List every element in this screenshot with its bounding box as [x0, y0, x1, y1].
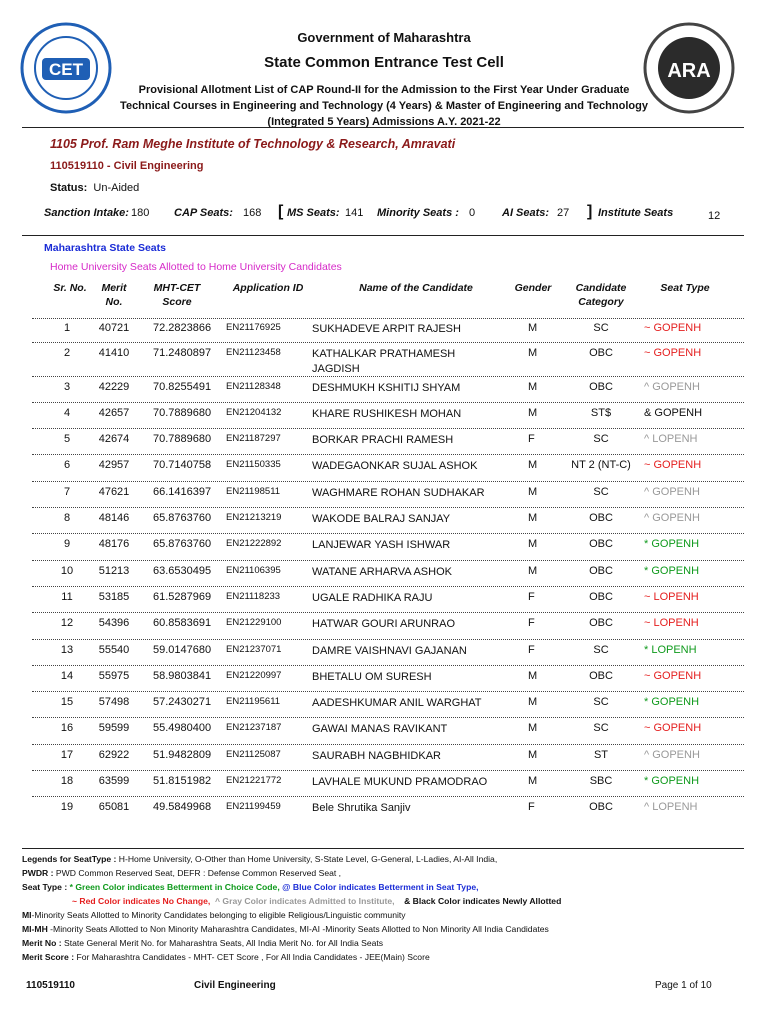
cell-gender: F — [528, 617, 535, 629]
cell-merit: 51213 — [98, 565, 130, 577]
cell-seat: ~ GOPENH — [644, 670, 702, 682]
cell-seat: ^ LOPENH — [644, 801, 698, 813]
cell-name: Bele Shrutika Sanjiv — [312, 802, 411, 814]
cell-sr: 11 — [61, 591, 73, 603]
course-title: 110519110 - Civil Engineering — [50, 160, 204, 172]
cell-sr: 3 — [63, 381, 71, 393]
cell-score: 66.1416397 — [153, 486, 212, 498]
cell-merit: 40721 — [98, 322, 130, 334]
cell-seat: ^ GOPENH — [644, 381, 700, 393]
header-divider — [22, 127, 744, 128]
institute-title: 1105 Prof. Ram Meghe Institute of Technology & Research, Amravati — [50, 137, 456, 151]
cell-merit: 53185 — [98, 591, 130, 603]
cell-seat: & GOPENH — [644, 407, 703, 419]
section-title: Maharashtra State Seats — [44, 242, 166, 254]
row-divider — [32, 639, 744, 640]
cell-merit: 42674 — [98, 433, 130, 445]
cell-seat: ~ GOPENH — [644, 322, 702, 334]
cell-merit: 55975 — [98, 670, 130, 682]
cell-name: AADESHKUMAR ANIL WARGHAT — [312, 697, 482, 709]
cell-gender: M — [528, 486, 538, 498]
cell-name: WATANE ARHARVA ASHOK — [312, 566, 452, 578]
cell-sr: 4 — [63, 407, 71, 419]
cell-merit: 42657 — [98, 407, 130, 419]
cell-category: OBC — [589, 801, 613, 813]
cell-name: WADEGAONKAR SUJAL ASHOK — [312, 460, 478, 472]
cell-appid: EN21123458 — [226, 347, 281, 358]
cell-gender: M — [528, 322, 538, 334]
cell-gender: F — [528, 433, 535, 445]
legend: Legends for SeatType : H-Home University, O-Other than Home University, S-State Level, G-General, L-Ladies, AI-All India, PWDR : PWD Common Reserved Seat, DEFR : Defense Common Reserved Seat , Seat Type : * Green Color indicates Betterment in Choice Code, @ Blue Color indicates Betterment in Seat Type, ~ Red Color indicates No Change, ^ Gray Color indicates Admitted to Institute, & Black Color indicates Newly Allotted MI-Minority Seats Allotted to Minority Candidates belonging to eligible Religious/Linguistic community MI-MH -Minority Seats Allotted to Non Minority Maharashtra Candidates, MI-AI -Minority Seats Allotted to Non Minority All India Candidates Merit No : State General Merit No. for Maharashtra Seats, All India Merit No. for All India Seats Merit Score : For Maharashtra Candidates - MHT- CET Score , For All India Candidates - JEE(Main) Score — [22, 854, 562, 962]
legend-divider — [22, 848, 744, 849]
row-divider — [32, 612, 744, 613]
cell-merit: 41410 — [98, 347, 130, 359]
cell-appid: EN21187297 — [226, 433, 281, 444]
cell-category: OBC — [589, 617, 613, 629]
cell-sr: 9 — [63, 538, 71, 550]
cell-seat: * GOPENH — [644, 775, 700, 787]
cell-gender: M — [528, 749, 538, 761]
cell-category: SC — [593, 433, 609, 445]
cell-category: OBC — [589, 565, 613, 577]
cell-score: 71.2480897 — [153, 347, 212, 359]
cell-gender: M — [528, 347, 538, 359]
row-divider — [32, 717, 744, 718]
cell-gender: F — [528, 801, 535, 813]
cell-merit: 47621 — [98, 486, 130, 498]
cell-category: NT 2 (NT-C) — [571, 459, 631, 471]
cell-merit: 57498 — [98, 696, 130, 708]
cell-category: SC — [593, 722, 609, 734]
cell-appid: EN21237071 — [226, 644, 282, 655]
cell-name: LANJEWAR YASH ISHWAR — [312, 539, 451, 551]
row-divider — [32, 402, 744, 403]
cell-score: 70.7889680 — [153, 407, 212, 419]
header-dotted-divider — [32, 318, 744, 319]
cell-category: SC — [593, 322, 609, 334]
cell-merit: 55540 — [98, 644, 130, 656]
col-header-sr: Sr. No. — [53, 282, 87, 294]
cell-score: 65.8763760 — [153, 538, 212, 550]
cell-merit: 42229 — [98, 381, 130, 393]
cell-gender: M — [528, 407, 538, 419]
cell-name: HATWAR GOURI ARUNRAO — [312, 618, 456, 630]
row-divider — [32, 376, 744, 377]
cell-merit: 59599 — [98, 722, 130, 734]
cell-sr: 19 — [60, 801, 74, 813]
cell-appid: EN21237187 — [226, 722, 282, 733]
cell-score: 70.7140758 — [153, 459, 212, 471]
cell-appid: EN21125087 — [226, 749, 281, 760]
cell-appid: EN21128348 — [226, 381, 281, 392]
row-divider — [32, 744, 744, 745]
row-divider — [32, 454, 744, 455]
cell-category: ST — [593, 749, 609, 761]
cell-sr: 7 — [63, 486, 71, 498]
cell-name: KHARE RUSHIKESH MOHAN — [312, 408, 462, 420]
cell-appid: EN21198511 — [226, 486, 281, 497]
cell-gender: M — [528, 775, 538, 787]
cell-gender: M — [528, 670, 538, 682]
cell-sr: 10 — [60, 565, 74, 577]
row-divider — [32, 560, 744, 561]
cell-score: 55.4980400 — [153, 722, 212, 734]
cell-seat: ^ GOPENH — [644, 749, 700, 761]
cell-merit: 62922 — [98, 749, 130, 761]
cell-name: LAVHALE MUKUND PRAMODRAO — [312, 776, 488, 788]
cell-seat: ~ LOPENH — [644, 617, 699, 629]
cell-seat: ~ LOPENH — [644, 591, 699, 603]
col-header-seat-type: Seat Type — [660, 282, 710, 294]
cell-merit: 54396 — [98, 617, 130, 629]
cell-score: 58.9803841 — [153, 670, 212, 682]
col-header-appid: Application ID — [232, 282, 304, 294]
cell-seat: * LOPENH — [644, 644, 697, 656]
cell-category: OBC — [589, 538, 613, 550]
col-header-merit: Merit No. — [101, 282, 127, 308]
cell-category: OBC — [589, 381, 613, 393]
cell-category: SBC — [589, 775, 613, 787]
row-divider — [32, 533, 744, 534]
cell-name: KATHALKAR PRATHAMESH JAGDISH — [312, 348, 456, 375]
cell-appid: EN21176925 — [226, 322, 281, 333]
cell-merit: 65081 — [98, 801, 130, 813]
cell-name: DAMRE VAISHNAVI GAJANAN — [312, 645, 467, 657]
cell-category: OBC — [589, 512, 613, 524]
government-title: Government of Maharashtra — [297, 30, 471, 45]
cell-score: 51.9482809 — [153, 749, 212, 761]
col-header-name: Name of the Candidate — [359, 282, 473, 294]
cell-merit: 48146 — [98, 512, 130, 524]
cell-sr: 14 — [60, 670, 74, 682]
svg-text:ARA: ARA — [667, 60, 711, 82]
cell-gender: M — [528, 381, 538, 393]
cell-name: SUKHADEVE ARPIT RAJESH — [312, 323, 461, 335]
cell-seat: ~ GOPENH — [644, 722, 702, 734]
cell-gender: M — [528, 722, 538, 734]
cell-score: 49.5849968 — [153, 801, 212, 813]
cell-gender: F — [528, 591, 535, 603]
cell-seat: * GOPENH — [644, 696, 700, 708]
cell-sr: 18 — [60, 775, 74, 787]
cell-score: 70.7889680 — [153, 433, 212, 445]
intake-divider — [22, 235, 744, 236]
row-divider — [32, 342, 744, 343]
cell-score: 70.8255491 — [153, 381, 212, 393]
cell-name: GAWAI MANAS RAVIKANT — [312, 723, 448, 735]
cell-appid: EN21221772 — [226, 775, 282, 786]
cell-score: 51.8151982 — [153, 775, 212, 787]
cell-sr: 13 — [60, 644, 74, 656]
cell-merit: 48176 — [98, 538, 130, 550]
cell-seat: ^ LOPENH — [644, 433, 698, 445]
cell-score: 65.8763760 — [153, 512, 212, 524]
cell-score: 63.6530495 — [153, 565, 212, 577]
cell-sr: 2 — [63, 347, 71, 359]
cell-appid: EN21229100 — [226, 617, 282, 628]
cell-category: ST$ — [590, 407, 612, 419]
cell-category: SC — [593, 644, 609, 656]
cell-category: OBC — [589, 347, 613, 359]
cell-sr: 16 — [60, 722, 74, 734]
intake-summary: Sanction Intake: 180 CAP Seats: 168 [ MS Seats: 141 Minority Seats : 0 AI Seats: 27 ] Institute Seats 12 — [44, 203, 721, 222]
cell-gender: F — [528, 644, 535, 656]
row-divider — [32, 507, 744, 508]
cell-score: 72.2823866 — [153, 322, 212, 334]
cell-seat: ~ GOPENH — [644, 459, 702, 471]
cell-gender: M — [528, 538, 538, 550]
footer-page-number: Page 1 of 10 — [655, 980, 712, 991]
cell-score: 60.8583691 — [153, 617, 212, 629]
cell-appid: EN21150335 — [226, 459, 281, 470]
cell-seat: * GOPENH — [644, 538, 700, 550]
subsection-title: Home University Seats Allotted to Home University Candidates — [50, 261, 342, 273]
cell-category: OBC — [589, 591, 613, 603]
cell-sr: 15 — [60, 696, 74, 708]
row-divider — [32, 691, 744, 692]
cell-sr: 6 — [63, 459, 71, 471]
cell-sr: 12 — [60, 617, 74, 629]
cell-name: SAURABH NAGBHIDKAR — [312, 750, 441, 762]
cell-merit: 42957 — [98, 459, 130, 471]
row-divider — [32, 770, 744, 771]
cell-category: SC — [593, 696, 609, 708]
cell-merit: 63599 — [98, 775, 130, 787]
row-divider — [32, 796, 744, 797]
cell-category: OBC — [589, 670, 613, 682]
cell-name: WAKODE BALRAJ SANJAY — [312, 513, 451, 525]
cell-appid: EN21204132 — [226, 407, 282, 418]
row-divider — [32, 586, 744, 587]
cell-sr: 1 — [63, 322, 71, 334]
cell-appid: EN21195611 — [226, 696, 281, 707]
svg-text:CET: CET — [49, 60, 83, 79]
cell-gender: M — [528, 696, 538, 708]
status-line: Status: Un-Aided — [50, 182, 140, 194]
cell-sr: 5 — [63, 433, 71, 445]
cell-gender: M — [528, 512, 538, 524]
col-header-gender: Gender — [514, 282, 552, 294]
cell-appid: EN21222892 — [226, 538, 282, 549]
cell-sr: 17 — [60, 749, 74, 761]
cell-seat: * GOPENH — [644, 565, 700, 577]
cell-appid: EN21199459 — [226, 801, 281, 812]
cell-score: 61.5287969 — [153, 591, 212, 603]
cell-name: BHETALU OM SURESH — [312, 671, 432, 683]
row-divider — [32, 428, 744, 429]
cell-name: WAGHMARE ROHAN SUDHAKAR — [312, 487, 485, 499]
col-header-category: Candidate Category — [575, 282, 627, 308]
cell-appid: EN21118233 — [226, 591, 281, 602]
cell-gender: M — [528, 565, 538, 577]
cell-seat: ^ GOPENH — [644, 512, 700, 524]
cell-seat: ^ GOPENH — [644, 486, 700, 498]
cell-score: 57.2430271 — [153, 696, 212, 708]
footer-course-code: 110519110 — [26, 980, 75, 991]
row-divider — [32, 665, 744, 666]
cell-appid: EN21213219 — [226, 512, 282, 523]
cell-category: SC — [593, 486, 609, 498]
row-divider — [32, 481, 744, 482]
cell-appid: EN21220997 — [226, 670, 282, 681]
cell-sr: 8 — [63, 512, 71, 524]
cell-name: UGALE RADHIKA RAJU — [312, 592, 433, 604]
cell-score: 59.0147680 — [153, 644, 212, 656]
cell-title: State Common Entrance Test Cell — [264, 54, 504, 71]
allotment-description: Provisional Allotment List of CAP Round-II for the Admission to the First Year Under Graduate Technical Courses in Engineering and Technology (4 Years) & Master of Engineering and Technology (Integrated 5 Years) Admissions A.Y. 2021-22 — [120, 84, 648, 128]
cell-appid: EN21106395 — [226, 565, 281, 576]
cell-gender: M — [528, 459, 538, 471]
col-header-score: MHT-CET Score — [153, 282, 201, 308]
footer-course-name: Civil Engineering — [194, 980, 276, 991]
cell-name: DESHMUKH KSHITIJ SHYAM — [312, 382, 461, 394]
cell-name: BORKAR PRACHI RAMESH — [312, 434, 454, 446]
cell-seat: ~ GOPENH — [644, 347, 702, 359]
